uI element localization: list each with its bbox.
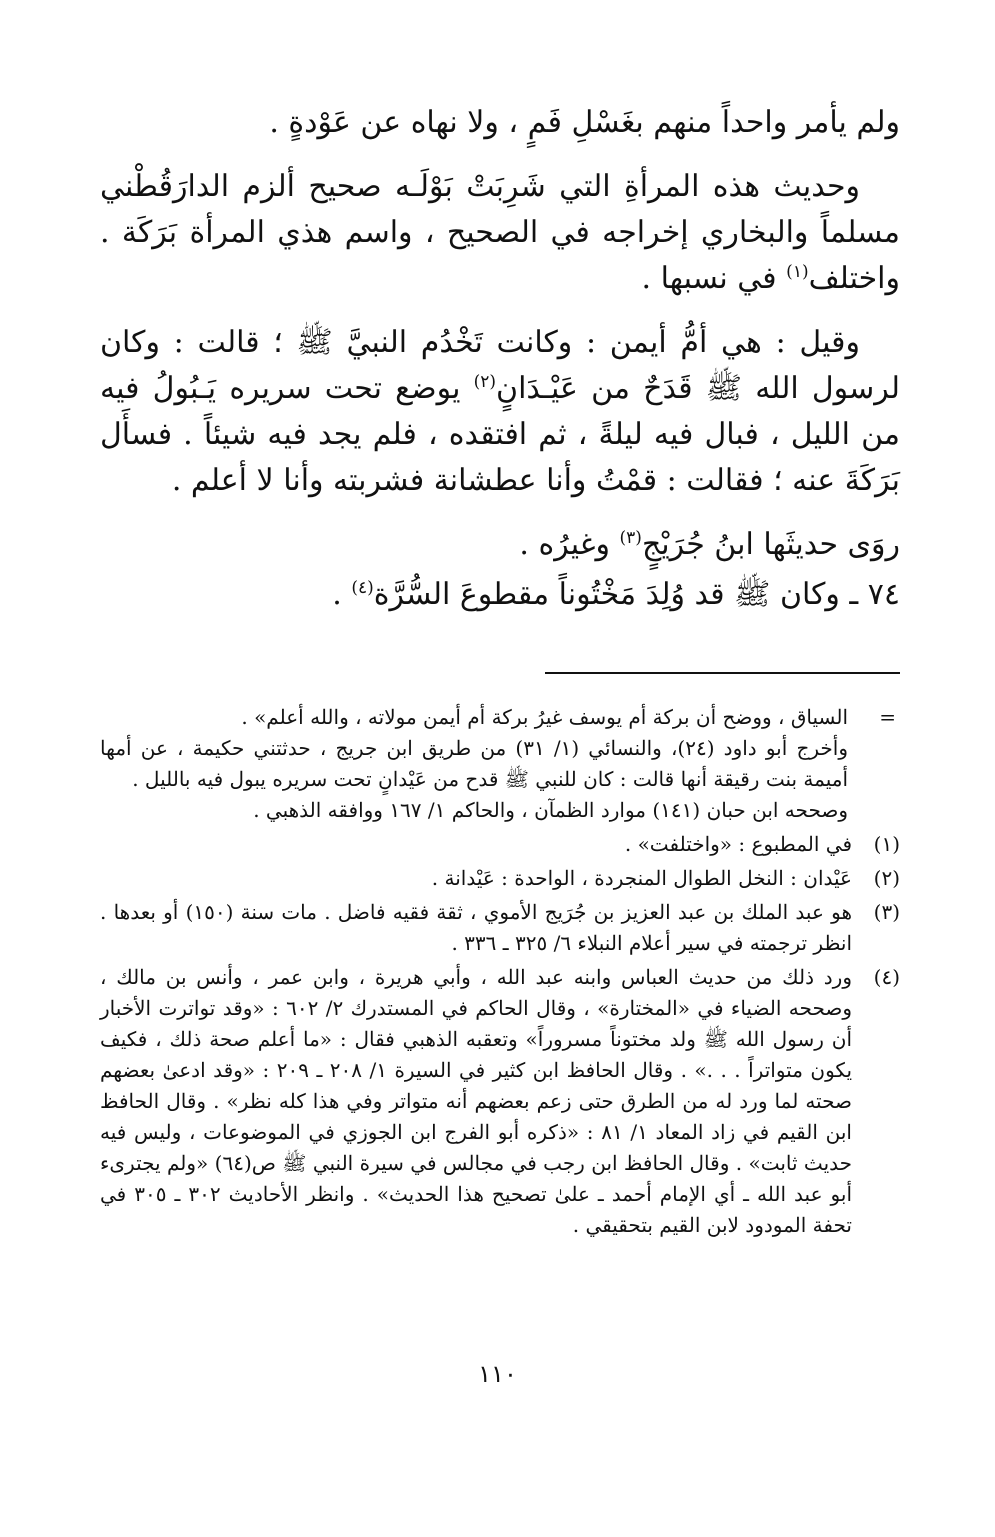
paragraph-4 — [100, 522, 900, 568]
footnote-ref-3[interactable]: (٣) — [619, 528, 642, 548]
main-text — [100, 100, 900, 636]
continuation-line: السياق ، ووضح أن بركة أم يوسف غيرُ بركة أم أيمن مولاته ، والله أعلم» . — [241, 705, 848, 729]
paragraph-2-tail: في نسبها . — [641, 261, 787, 296]
footnote-continuation — [100, 702, 900, 826]
footnote-4 — [100, 962, 900, 1241]
footnote-number: (٣) — [873, 900, 900, 924]
footnote-number: (٤) — [873, 965, 900, 989]
continuation-line: وأخرج أبو داود (٢٤)، والنسائي (١/ ٣١) من طريق ابن جريج ، حدثتني حكيمة ، عن أمها أميمة بنت رقيقة أنها قالت : كان للنبي ﷺ قدح من عَيْدانٍ تحت سريره يبول فيه بالليل . — [100, 736, 848, 791]
page-number: ١١٠ — [478, 1360, 517, 1388]
footnote-2 — [100, 863, 900, 894]
paragraph-5 — [100, 572, 900, 618]
paragraph-3-tail: يوضع تحت سريره يَـبُولُ فيه من الليل ، فبال فيه ليلةً ، ثم افتقده ، فلم يجد فيه شيئاً . فسأَل بَرَكَةَ عنه ؛ فقالت : قمْتُ وأنا عطشانة فشربته وأنا لا أعلم . — [100, 371, 900, 498]
footnotes — [100, 702, 900, 1244]
paragraph-2 — [100, 164, 900, 302]
paragraph-2-text: وحديث هذه المرأةِ التي شَرِبَتْ بَوْلَـه صحيح ألزم الدارَقُطْني مسلماً والبخاري إخراجه في الصحيح ، واسم هذي المرأة بَرَكَة . واختلف — [100, 169, 900, 296]
paragraph-3 — [100, 320, 900, 504]
footnote-ref-1[interactable]: (١) — [786, 262, 809, 282]
paragraph-4-text: روَى حديثَها ابنُ جُرَيْجٍ — [641, 527, 900, 562]
footnote-text: عَيْدان : النخل الطوال المنجردة ، الواحدة : عَيْدانة . — [431, 866, 852, 890]
continuation-line: وصححه ابن حبان (١٤١) موارد الظمآن ، والحاكم ١/ ١٦٧ ووافقه الذهبي . — [253, 798, 848, 822]
footnote-ref-4[interactable]: (٤) — [351, 578, 374, 598]
paragraph-3-text: وقيل : هي أمُّ أيمن : وكانت تَخْدُم النبيَّ ﷺ ؛ قالت : وكان لرسول الله ﷺ قَدَحٌ من عَيْـدَانٍ — [100, 325, 900, 406]
paragraph-4-tail: وغيرُه . — [519, 527, 620, 562]
footnote-number: (٢) — [873, 866, 900, 890]
paragraph-1: ولم يأمر واحداً منهم بغَسْلِ فَمٍ ، ولا نهاه عن عَوْدةٍ . — [269, 105, 900, 140]
continuation-marker: = — [879, 705, 896, 729]
footnote-text: هو عبد الملك بن عبد العزيز بن جُرَيج الأموي ، ثقة فقيه فاضل . مات سنة (١٥٠) أو بعدها . انظر ترجمته في سير أعلام النبلاء ٦/ ٣٢٥ ـ ٣٣٦ . — [100, 900, 852, 955]
footnote-text: ورد ذلك من حديث العباس وابنه عبد الله ، وأبي هريرة ، وابن عمر ، وأنس بن مالك ، وصححه الضياء في «المختارة» ، وقال الحاكم في المستدرك ٢/ ٦٠٢ : «وقد تواترت الأخبار أن رسول الله ﷺ ولد مختوناً مسروراً» وتعقبه الذهبي فقال : «ما أعلم صحة ذلك ، فكيف يكون متواتراً . . .» . وقال الحافظ ابن كثير في السيرة ١/ ٢٠٨ ـ ٢٠٩ : «وقد ادعىٰ بعضهم صحته لما ورد له من الطرق حتى زعم بعضهم أنه متواتر وفي هذا كله نظر» . وقال الحافظ ابن القيم في زاد المعاد ١/ ٨١ : «ذكره أبو الفرج ابن الجوزي في الموضوعات ، وليس فيه حديث ثابت» . وقال الحافظ ابن رجب في مجالس في سيرة النبي ﷺ ص(٦٤) «ولم يجترىء أبو عبد الله ـ أي الإمام أحمد ـ علىٰ تصحيح هذا الحديث» . وانظر الأحاديث ٣٠٢ ـ ٣٠٥ في تحفة المودود لابن القيم بتحقيقي . — [100, 965, 853, 1237]
footnote-text: في المطبوع : «واختلفت» . — [624, 832, 852, 856]
footnote-1 — [100, 829, 900, 860]
paragraph-5-tail: . — [332, 577, 352, 612]
footnote-3 — [100, 897, 900, 959]
footnote-separator — [545, 672, 900, 674]
paragraph-5-text: ٧٤ ـ وكان ﷺ قد وُلِدَ مَخْتُوناً مقطوعَ السُّرَّة — [373, 577, 900, 612]
continuation-text — [100, 702, 848, 826]
footnote-number: (١) — [873, 832, 900, 856]
footnote-ref-2[interactable]: (٢) — [473, 372, 497, 392]
